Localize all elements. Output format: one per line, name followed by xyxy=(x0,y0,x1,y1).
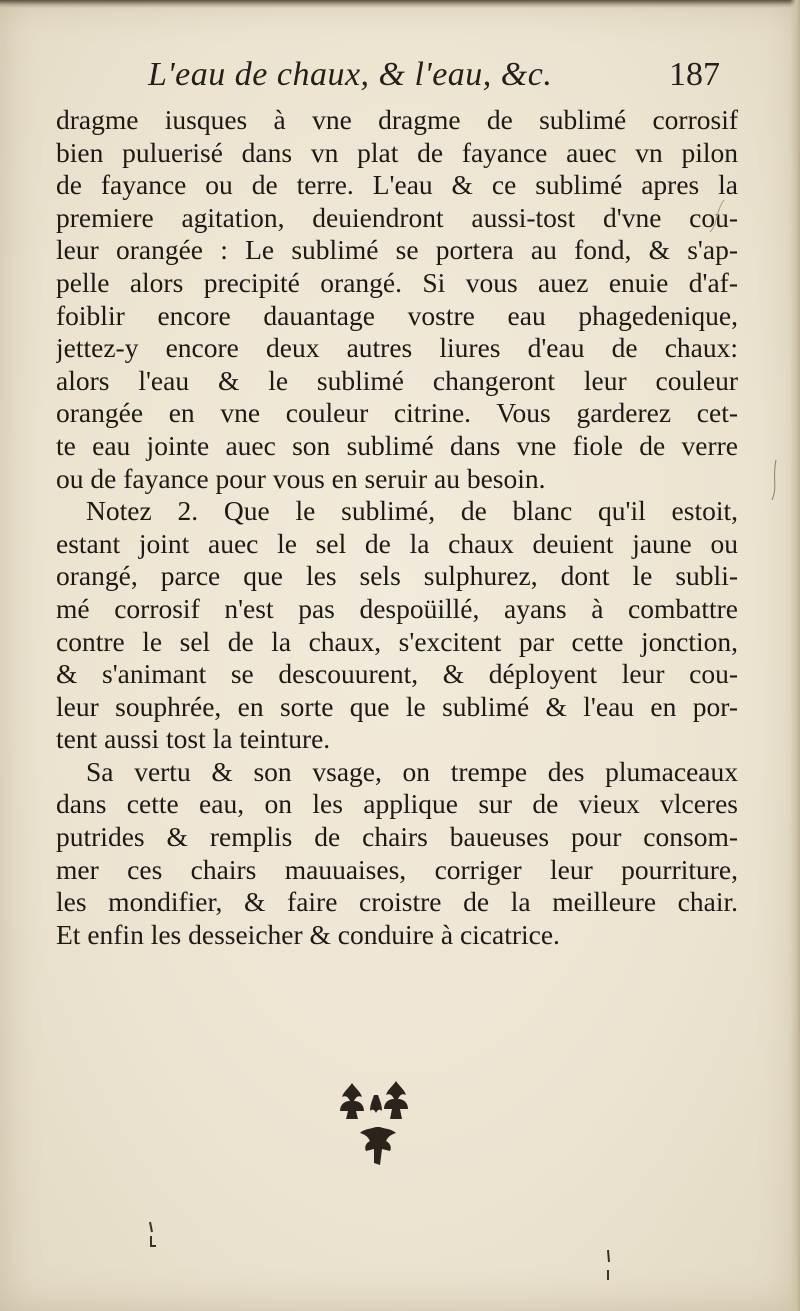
text-line: estant joint auec le sel de la chaux deuient jaune ou xyxy=(56,527,738,559)
text-line: les mondifier, & faire croistre de la meilleure chair. xyxy=(56,886,738,918)
text-line: orangé, parce que les sels sulphurez, dont le subli- xyxy=(56,560,738,592)
page-number: 187 xyxy=(669,56,720,93)
text-line: ou de fayance pour vous en seruir au besoin. xyxy=(56,462,546,494)
text-line: putrides & remplis de chairs baueuses pour consom- xyxy=(56,821,738,853)
text-line: leur souphrée, en sorte que le sublimé & l'eau en por- xyxy=(56,690,738,722)
text-line: dans cette eau, on les applique sur de vieux vlceres xyxy=(56,788,738,820)
text-line: te eau jointe auec son sublimé dans vne fiole de verre xyxy=(56,429,738,461)
text-line: orangée en vne couleur citrine. Vous garderez cet- xyxy=(56,397,738,429)
text-line: Notez 2. Que le sublimé, de blanc qu'il estoit, xyxy=(86,495,738,527)
running-title: L'eau de chaux, & l'eau, &c. xyxy=(148,56,553,93)
text-line: de fayance ou de terre. L'eau & ce sublimé apres la xyxy=(56,169,738,201)
text-line: foiblir encore dauantage vostre eau phagedenique, xyxy=(56,299,738,331)
text-line: pelle alors precipité orangé. Si vous auez enuie d'af- xyxy=(56,266,738,298)
text-line: & s'animant se descouurent, & déployent leur cou- xyxy=(56,658,738,690)
text-line: Et enfin les desseicher & conduire à cicatrice. xyxy=(56,918,560,950)
text-line: contre le sel de la chaux, s'excitent par cette jonction, xyxy=(56,625,738,657)
text-line: bien puluerisé dans vn plat de fayance auec vn pilon xyxy=(56,136,738,168)
text-line: mer ces chairs mauuaises, corriger leur pourriture, xyxy=(56,853,738,885)
text-line: Sa vertu & son vsage, on trempe des plumaceaux xyxy=(86,755,738,787)
text-line: mé corrosif n'est pas despoüillé, ayans à combattre xyxy=(56,592,738,624)
text-line: leur orangée : Le sublimé se portera au fond, & s'ap- xyxy=(56,234,738,266)
text-line: jettez-y encore deux autres liures d'eau de chaux: xyxy=(56,332,738,364)
text-line: dragme iusques à vne dragme de sublimé corrosif xyxy=(56,104,738,135)
text-line: alors l'eau & le sublimé changeront leur couleur xyxy=(56,364,738,396)
text-line: premiere agitation, deuiendront aussi-tost d'vne cou- xyxy=(56,201,738,233)
text-line: tent aussi tost la teinture. xyxy=(56,723,331,755)
